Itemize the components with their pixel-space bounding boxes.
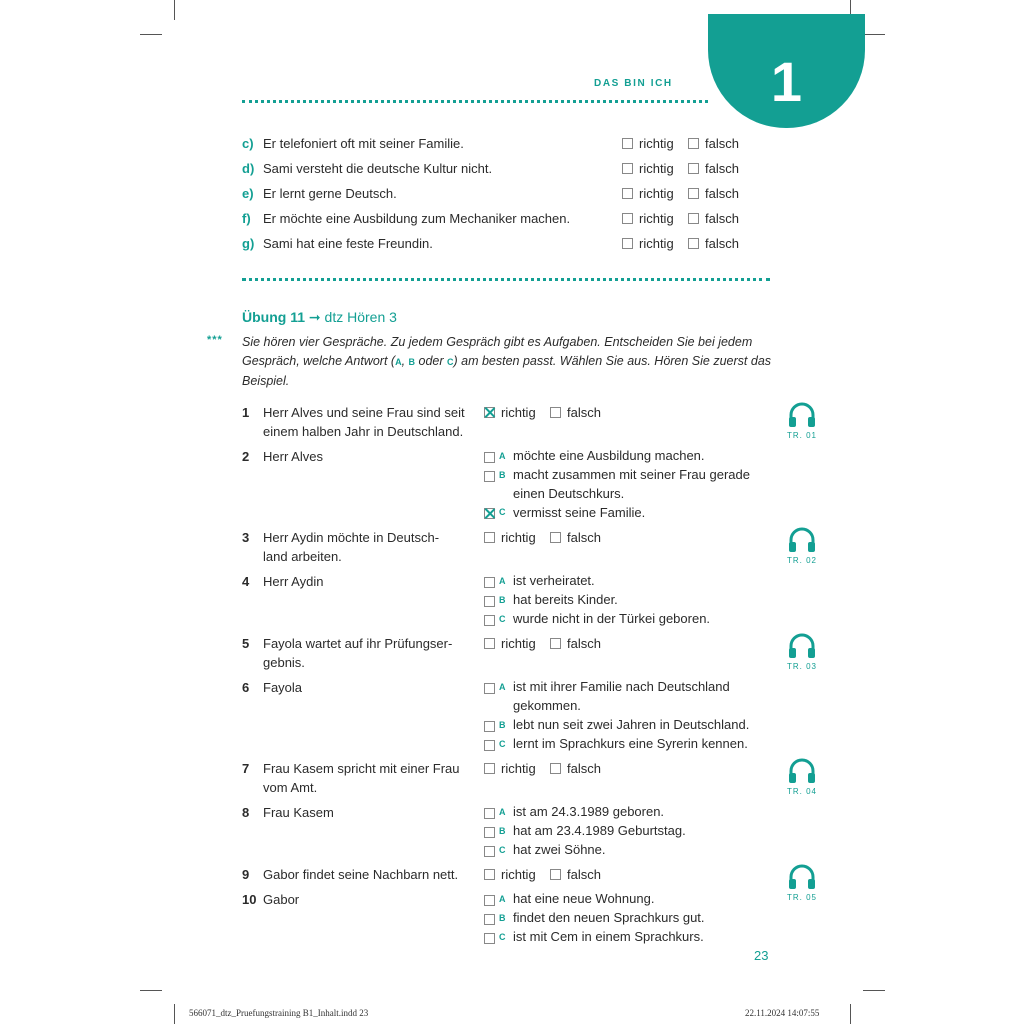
- question-number: 3: [242, 530, 250, 545]
- question-text: Fayola: [263, 680, 303, 695]
- answer-b[interactable]: hat bereits Kinder.: [513, 592, 618, 607]
- headphones-icon: [787, 863, 817, 891]
- checkbox-icon[interactable]: [484, 808, 495, 819]
- checkbox-icon[interactable]: [484, 933, 495, 944]
- checkbox-icon[interactable]: [688, 213, 699, 224]
- option-richtig[interactable]: [622, 211, 674, 226]
- question-number: 4: [242, 574, 250, 589]
- answer-letter: B: [499, 720, 506, 730]
- question-text: Fayola wartet auf ihr Prüfungsergebnis.: [263, 636, 453, 670]
- option-falsch[interactable]: [688, 161, 739, 176]
- answer-letter: A: [499, 894, 506, 904]
- answer-letter: C: [499, 507, 506, 517]
- checkbox-icon[interactable]: [484, 452, 495, 463]
- track-label: TR. 02: [786, 556, 817, 565]
- option-label: falsch: [567, 761, 601, 776]
- checkbox-icon[interactable]: [622, 138, 633, 149]
- option-richtig[interactable]: [622, 161, 674, 176]
- question-text: Herr Aydin möchte in Deutschland arbeiten.: [263, 530, 440, 564]
- arrow-icon: ➞: [308, 309, 321, 325]
- question-number: 2: [242, 449, 250, 464]
- exercise-subtitle: dtz Hören 3: [324, 309, 397, 325]
- chapter-number: 1: [770, 50, 803, 113]
- option-label: falsch: [567, 405, 601, 420]
- option-label: richtig: [639, 211, 674, 226]
- option-label: richtig: [501, 867, 536, 882]
- difficulty-stars: ***: [207, 334, 223, 346]
- instructions-line: Gespräch, welche Antwort (: [242, 354, 396, 368]
- question-number: 10: [242, 892, 257, 907]
- answer-letter: C: [499, 845, 506, 855]
- instructions-line: Sie hören vier Gespräche. Zu jedem Gespräch gibt es Aufgaben. Entscheiden Sie bei jedem: [242, 335, 753, 349]
- option-label: falsch: [705, 161, 739, 176]
- footer-filename: 566071_dtz_Pruefungstraining B1_Inhalt.indd 23: [189, 1008, 369, 1018]
- audio-track[interactable]: [782, 526, 822, 565]
- answer-a[interactable]: ist am 24.3.1989 geboren.: [513, 804, 665, 819]
- track-label: TR. 04: [786, 787, 817, 796]
- checkbox-icon[interactable]: [622, 188, 633, 199]
- letter-a: A: [395, 357, 402, 367]
- answer-letter: A: [499, 576, 506, 586]
- checkbox-icon[interactable]: [484, 721, 495, 732]
- crop-mark: [174, 1004, 175, 1024]
- answer-letter: A: [499, 682, 506, 692]
- option-label: richtig: [639, 186, 674, 201]
- exercise-number: Übung 11: [242, 309, 306, 325]
- audio-track[interactable]: [782, 757, 822, 796]
- checkbox-icon[interactable]: [550, 763, 561, 774]
- checkbox-icon[interactable]: [484, 827, 495, 838]
- checkbox-icon[interactable]: [484, 740, 495, 751]
- checkbox-icon[interactable]: [484, 763, 495, 774]
- checkbox-icon[interactable]: [484, 508, 495, 519]
- crop-mark: [863, 990, 885, 991]
- question-number: 9: [242, 867, 250, 882]
- option-falsch[interactable]: [688, 211, 739, 226]
- page-number: 23: [754, 948, 769, 963]
- checkbox-icon[interactable]: [484, 895, 495, 906]
- option-label: falsch: [567, 867, 601, 882]
- instructions-line: ) am besten passt. Wählen Sie aus. Hören Sie zuerst das: [453, 354, 772, 368]
- question-text: Gabor: [263, 892, 300, 907]
- answer-c[interactable]: wurde nicht in der Türkei geboren.: [513, 611, 711, 626]
- answer-letter: B: [499, 595, 506, 605]
- statement-text: Er lernt gerne Deutsch.: [263, 186, 397, 201]
- audio-track[interactable]: [782, 401, 822, 440]
- statement-text: Sami versteht die deutsche Kultur nicht.: [263, 161, 493, 176]
- option-falsch[interactable]: [550, 530, 601, 545]
- checkbox-icon[interactable]: [688, 138, 699, 149]
- crop-mark: [140, 990, 162, 991]
- checkbox-icon[interactable]: [688, 163, 699, 174]
- option-label: richtig: [639, 136, 674, 151]
- checkbox-icon[interactable]: [484, 914, 495, 925]
- footer-timestamp: 22.11.2024 14:07:55: [745, 1008, 820, 1018]
- instructions: [242, 333, 772, 391]
- answer-letter: B: [499, 913, 506, 923]
- question-number: 1: [242, 405, 250, 420]
- option-falsch[interactable]: [550, 405, 601, 420]
- section-title: DAS BIN ICH: [594, 78, 673, 89]
- question-number: 8: [242, 805, 250, 820]
- checkbox-icon[interactable]: [622, 163, 633, 174]
- option-label: richtig: [501, 761, 536, 776]
- chapter-tab: [708, 14, 865, 128]
- option-richtig[interactable]: [484, 530, 536, 545]
- answer-letter: B: [499, 470, 506, 480]
- track-label: TR. 03: [786, 662, 817, 671]
- instructions-sep: ,: [401, 354, 409, 368]
- checkbox-icon[interactable]: [484, 577, 495, 588]
- checkbox-icon[interactable]: [550, 407, 561, 418]
- answer-c[interactable]: vermisst seine Familie.: [513, 505, 646, 520]
- answer-letter: A: [499, 451, 506, 461]
- checkbox-icon[interactable]: [550, 638, 561, 649]
- divider: [242, 278, 770, 281]
- crop-mark: [850, 1004, 851, 1024]
- option-falsch[interactable]: [550, 867, 601, 882]
- answer-b[interactable]: findet den neuen Sprachkurs gut.: [513, 910, 705, 925]
- headphones-icon: [787, 757, 817, 785]
- checkbox-icon[interactable]: [484, 869, 495, 880]
- audio-track[interactable]: [782, 632, 822, 671]
- headphones-icon: [787, 401, 817, 429]
- answer-letter: B: [499, 826, 506, 836]
- answer-b[interactable]: lebt nun seit zwei Jahren in Deutschland.: [513, 717, 750, 732]
- checkbox-icon[interactable]: [622, 213, 633, 224]
- option-label: falsch: [705, 186, 739, 201]
- answer-c[interactable]: lernt im Sprachkurs eine Syrerin kennen.: [513, 736, 748, 751]
- exercise-title: [242, 309, 397, 326]
- question-number: 5: [242, 636, 250, 651]
- crop-mark: [863, 34, 885, 35]
- option-richtig[interactable]: [622, 236, 674, 251]
- option-falsch[interactable]: [688, 186, 739, 201]
- statement-letter: e): [242, 186, 254, 201]
- option-label: richtig: [639, 236, 674, 251]
- option-label: falsch: [567, 636, 601, 651]
- answer-letter: A: [499, 807, 506, 817]
- checkbox-icon[interactable]: [688, 238, 699, 249]
- letter-b: B: [408, 357, 416, 367]
- statement-letter: c): [242, 136, 254, 151]
- question-text: Herr Alves: [263, 449, 323, 464]
- checkbox-icon[interactable]: [622, 238, 633, 249]
- option-label: richtig: [501, 636, 536, 651]
- question-number: 7: [242, 761, 250, 776]
- instructions-sep: oder: [415, 354, 447, 368]
- checkbox-icon[interactable]: [484, 407, 495, 418]
- option-richtig[interactable]: [484, 405, 536, 420]
- option-richtig[interactable]: [484, 636, 536, 651]
- headphones-icon: [787, 632, 817, 660]
- checkbox-icon[interactable]: [484, 846, 495, 857]
- audio-track[interactable]: [782, 863, 822, 902]
- instructions-line: Beispiel.: [242, 374, 290, 388]
- option-label: falsch: [705, 236, 739, 251]
- option-falsch[interactable]: [550, 636, 601, 651]
- checkbox-icon[interactable]: [484, 638, 495, 649]
- option-label: richtig: [639, 161, 674, 176]
- answer-a[interactable]: ist mit ihrer Familie nach Deutschland gekommen.: [513, 679, 730, 713]
- option-label: falsch: [705, 211, 739, 226]
- answer-letter: C: [499, 739, 506, 749]
- statement-letter: f): [242, 211, 251, 226]
- answer-a[interactable]: möchte eine Ausbildung machen.: [513, 448, 705, 463]
- statement-letter: d): [242, 161, 255, 176]
- answer-a[interactable]: ist verheiratet.: [513, 573, 595, 588]
- question-number: 6: [242, 680, 250, 695]
- answer-a[interactable]: hat eine neue Wohnung.: [513, 891, 655, 906]
- question-text: Frau Kasem spricht mit einer Frau vom Amt.: [263, 761, 460, 795]
- option-falsch[interactable]: [688, 236, 739, 251]
- option-richtig[interactable]: [484, 761, 536, 776]
- checkbox-icon[interactable]: [484, 615, 495, 626]
- divider: [242, 100, 708, 103]
- letter-c: C: [447, 357, 454, 367]
- statement-text: Sami hat eine feste Freundin.: [263, 236, 433, 251]
- crop-mark: [140, 34, 162, 35]
- checkbox-icon[interactable]: [550, 532, 561, 543]
- option-label: richtig: [501, 530, 536, 545]
- answer-letter: C: [499, 932, 506, 942]
- answer-b[interactable]: macht zusammen mit seiner Frau gerade einen Deutschkurs.: [513, 467, 750, 501]
- option-richtig[interactable]: [484, 867, 536, 882]
- track-label: TR. 05: [786, 893, 817, 902]
- option-richtig[interactable]: [622, 136, 674, 151]
- checkbox-icon[interactable]: [550, 869, 561, 880]
- statement-text: Er telefoniert oft mit seiner Familie.: [263, 136, 464, 151]
- headphones-icon: [787, 526, 817, 554]
- question-text: Herr Alves und seine Frau sind seit einem halben Jahr in Deutschland.: [263, 405, 465, 439]
- statement-text: Er möchte eine Ausbildung zum Mechaniker machen.: [263, 211, 571, 226]
- answer-c[interactable]: hat zwei Söhne.: [513, 842, 606, 857]
- checkbox-icon[interactable]: [484, 471, 495, 482]
- option-label: falsch: [567, 530, 601, 545]
- question-text: Herr Aydin: [263, 574, 324, 589]
- track-label: TR. 01: [786, 431, 817, 440]
- checkbox-icon[interactable]: [484, 683, 495, 694]
- statement-letter: g): [242, 236, 255, 251]
- option-falsch[interactable]: [550, 761, 601, 776]
- checkbox-icon[interactable]: [484, 596, 495, 607]
- crop-mark: [174, 0, 175, 20]
- option-richtig[interactable]: [622, 186, 674, 201]
- question-text: Gabor findet seine Nachbarn nett.: [263, 867, 459, 882]
- answer-c[interactable]: ist mit Cem in einem Sprachkurs.: [513, 929, 704, 944]
- checkbox-icon[interactable]: [688, 188, 699, 199]
- answer-b[interactable]: hat am 23.4.1989 Geburtstag.: [513, 823, 686, 838]
- answer-letter: C: [499, 614, 506, 624]
- question-text: Frau Kasem: [263, 805, 334, 820]
- checkbox-icon[interactable]: [484, 532, 495, 543]
- option-label: richtig: [501, 405, 536, 420]
- option-falsch[interactable]: [688, 136, 739, 151]
- option-label: falsch: [705, 136, 739, 151]
